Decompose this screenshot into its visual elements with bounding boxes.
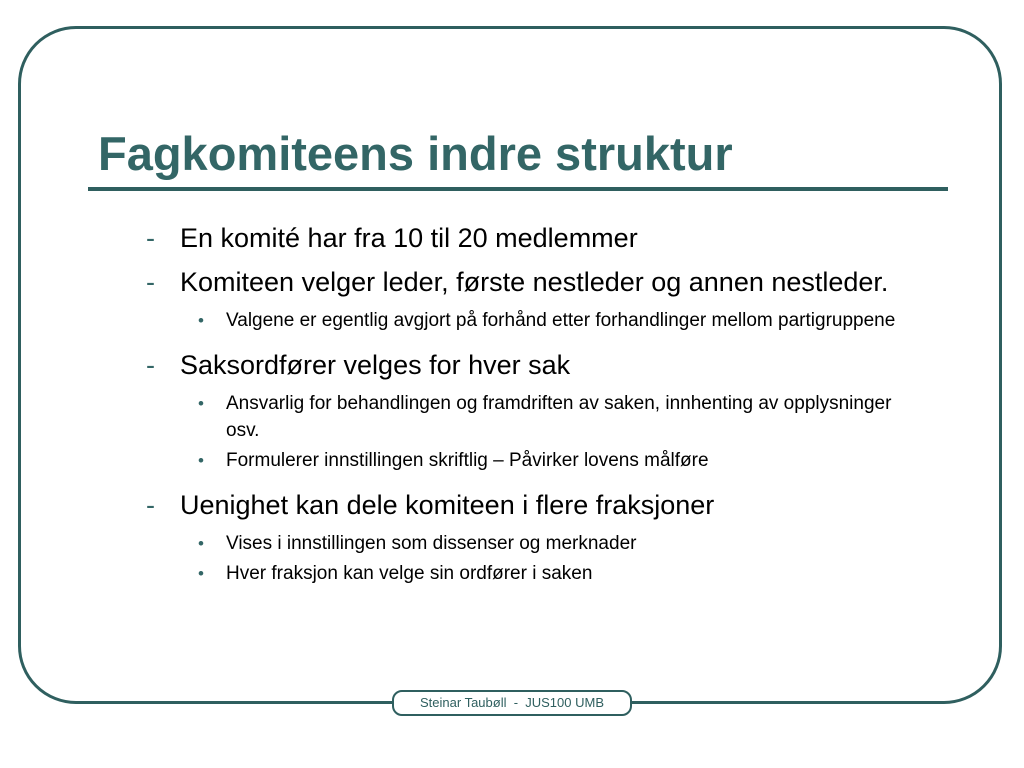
bullet-item — [146, 346, 906, 384]
sub-bullet-item — [198, 560, 906, 587]
sub-bullet-text: Valgene er egentlig avgjort på forhånd etter forhandlinger mellom partigruppene — [226, 310, 896, 331]
dash-marker: - — [146, 350, 155, 380]
sub-bullet-text: Ansvarlig for behandlingen og framdriften av saken, innhenting av opplysninger osv. — [226, 393, 892, 441]
sub-bullet-item — [198, 530, 906, 557]
title-underline — [88, 187, 948, 191]
bullet-item — [146, 219, 906, 257]
dash-marker: - — [146, 267, 155, 297]
dash-marker: - — [146, 490, 155, 520]
slide-content — [146, 219, 906, 587]
dash-marker: - — [146, 223, 155, 253]
bullet-text: Komiteen velger leder, første nestleder og annen nestleder. — [180, 267, 889, 297]
bullet-text: Saksordfører velges for hver sak — [180, 350, 571, 380]
bullet-dot-icon: • — [198, 451, 204, 470]
footer-label: Steinar Taubøll - JUS100 UMB — [392, 690, 632, 716]
sub-bullet-text: Vises i innstillingen som dissenser og merknader — [226, 533, 637, 554]
bullet-dot-icon: • — [198, 394, 204, 413]
bullet-text: En komité har fra 10 til 20 medlemmer — [180, 223, 638, 253]
sub-bullet-item — [198, 307, 906, 334]
bullet-item — [146, 263, 906, 301]
bullet-dot-icon: • — [198, 534, 204, 553]
slide-title: Fagkomiteens indre struktur — [98, 127, 733, 180]
sub-bullet-text: Formulerer innstillingen skriftlig – Påvirker lovens målføre — [226, 450, 709, 471]
bullet-dot-icon: • — [198, 564, 204, 583]
bullet-text: Uenighet kan dele komiteen i flere fraksjoner — [180, 490, 715, 520]
bullet-dot-icon: • — [198, 311, 204, 330]
sub-bullet-item — [198, 447, 906, 474]
sub-bullet-text: Hver fraksjon kan velge sin ordfører i saken — [226, 563, 593, 584]
bullet-item — [146, 486, 906, 524]
sub-bullet-item — [198, 390, 906, 444]
